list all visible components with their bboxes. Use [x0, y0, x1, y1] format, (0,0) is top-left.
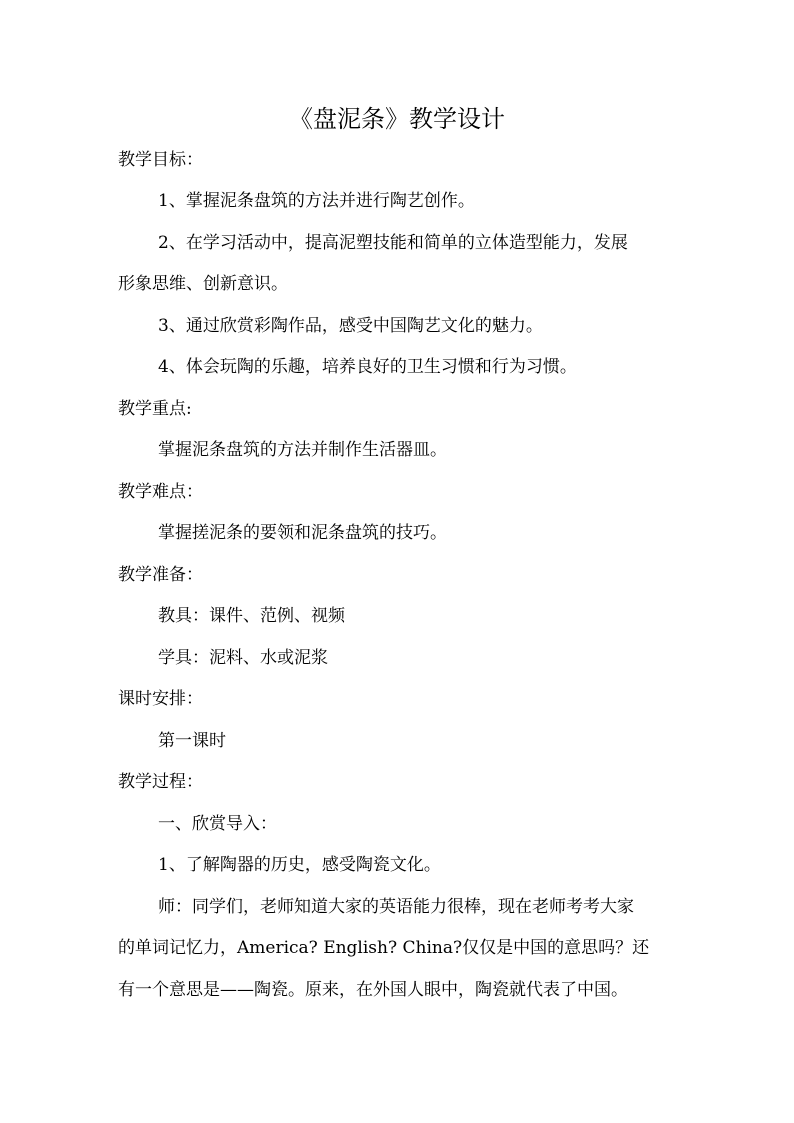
- objective-item-4: 4、体会玩陶的乐趣，培养良好的卫生习惯和行为习惯。: [158, 357, 577, 377]
- process-heading: 教学过程：: [118, 772, 203, 792]
- objectives-heading: 教学目标：: [118, 150, 203, 170]
- objective-item-2-line-2: 形象思维、创新意识。: [118, 274, 288, 294]
- process-paragraph-line-2: 的单词记忆力，America? English? China?仅仅是中国的意思吗？还: [118, 938, 650, 958]
- key-point-text: 掌握泥条盘筑的方法并制作生活器皿。: [158, 440, 447, 460]
- preparation-heading: 教学准备：: [118, 565, 203, 585]
- objective-item-1: 1、掌握泥条盘筑的方法并进行陶艺创作。: [158, 191, 475, 211]
- difficulty-text: 掌握搓泥条的要领和泥条盘筑的技巧。: [158, 523, 447, 543]
- objective-item-3: 3、通过欣赏彩陶作品，感受中国陶艺文化的魅力。: [158, 316, 543, 336]
- difficulty-heading: 教学难点：: [118, 482, 203, 502]
- schedule-text: 第一课时: [158, 731, 226, 751]
- process-paragraph-line-3: 有一个意思是——陶瓷。原来，在外国人眼中，陶瓷就代表了中国。: [118, 980, 628, 1000]
- process-section-1: 一、欣赏导入：: [158, 814, 277, 834]
- document-title: 《盘泥条》教学设计: [289, 105, 505, 133]
- preparation-teacher: 教具：课件、范例、视频: [158, 606, 345, 626]
- schedule-heading: 课时安排：: [118, 689, 203, 709]
- preparation-student: 学具：泥料、水或泥浆: [158, 648, 328, 668]
- objective-item-2-line-1: 2、在学习活动中，提高泥塑技能和简单的立体造型能力，发展: [158, 233, 628, 253]
- key-point-heading: 教学重点:: [118, 399, 192, 419]
- process-step-1: 1、了解陶器的历史，感受陶瓷文化。: [158, 855, 441, 875]
- process-paragraph-line-1: 师：同学们，老师知道大家的英语能力很棒，现在老师考考大家: [158, 897, 634, 917]
